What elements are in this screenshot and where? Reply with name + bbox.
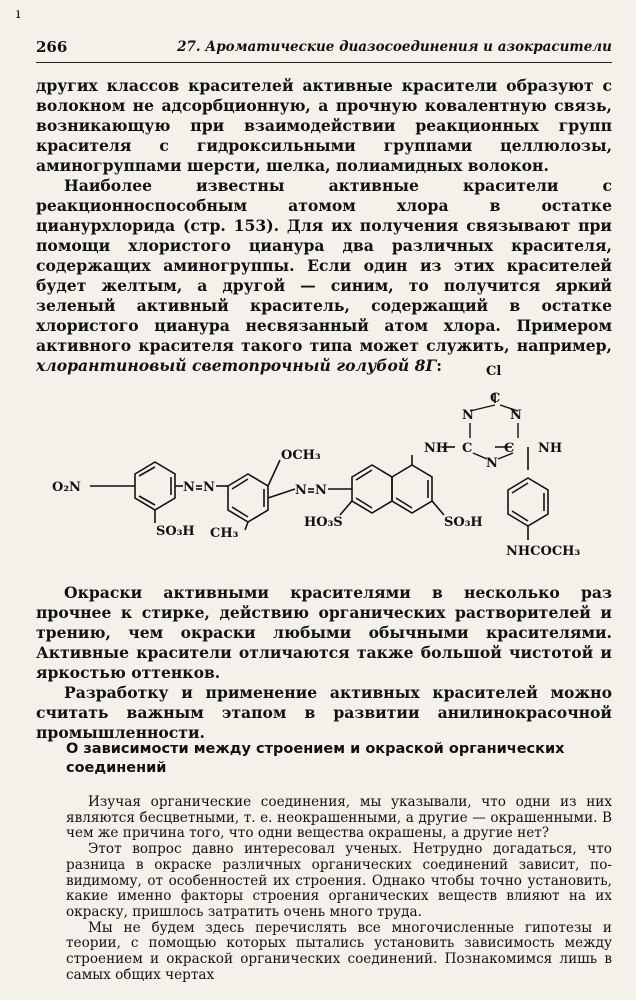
paragraph: других классов красителей активные красители образуют с волокном не адсорбционную, а прочную ковалентную связь, возникающую при взаимодействии реакционных групп красителя с гидроксильными группами целлюлозы, аминогруппами шерсти, шелка, полиамидных волокон. bbox=[36, 76, 612, 175]
benzene-ring-2 bbox=[228, 474, 268, 522]
benzene-ring-1 bbox=[135, 462, 175, 510]
paragraph: Этот вопрос давно интересовал ученых. Нетрудно догадаться, что разница в окраске различных органических соединений зависит, по-видимому, от особенностей их строения. Однако чтобы точно установить, какие именно факторы строения органических веществ влияют на их окраску, пришлось затратить очень много труда. bbox=[66, 841, 612, 920]
label-nh: NH bbox=[538, 441, 563, 456]
paragraph: Мы не будем здесь перечислять все многочисленные гипотезы и теории, с помощью которых пытались установить зависимость между строением и окраской органических соединений. Познакомимся лишь в самых общих чертах bbox=[66, 919, 612, 983]
body-text-top bbox=[36, 76, 612, 376]
page-number: 266 bbox=[36, 38, 68, 56]
label-n: N bbox=[315, 483, 327, 498]
structural-formula bbox=[40, 355, 610, 570]
margin-mark: ı bbox=[16, 6, 21, 22]
dye-name-colon: : bbox=[436, 356, 443, 375]
label-nh: NH bbox=[424, 441, 449, 456]
label-ho3s: HO₃S bbox=[304, 515, 343, 530]
label-och3: OCH₃ bbox=[281, 448, 321, 463]
label-so3h: SO₃H bbox=[444, 515, 483, 530]
label-nhcoch3: NHCOCH₃ bbox=[506, 544, 581, 559]
label-n: N bbox=[183, 480, 195, 495]
paragraph: Разработку и применение активных красителей можно считать важным этапом в развитии анилинокрасочной промышленности. bbox=[36, 683, 612, 742]
label-n: N bbox=[295, 483, 307, 498]
body-text-small bbox=[66, 795, 612, 983]
label-n: N bbox=[203, 480, 215, 495]
section-title: О зависимости между строением и окраской органических соединений bbox=[66, 741, 565, 776]
label-n: N bbox=[462, 408, 474, 423]
paragraph: Окраски активными красителями в несколько раз прочнее к стирке, действию органических растворителей и трению, чем окраски любыми обычными красителями. Активные красители отличаются также большой чистотой и яркостью оттенков. bbox=[36, 583, 612, 682]
label-c: C bbox=[504, 441, 515, 456]
label-c: C bbox=[490, 391, 501, 406]
naphthalene-ring-b bbox=[392, 465, 432, 513]
label-c: C bbox=[462, 441, 473, 456]
label-n: N bbox=[510, 408, 522, 423]
paragraph: Изучая органические соединения, мы указывали, что одни из них являются бесцветными, т. е. неокрашенными, а другие — окрашенными. В чем же причина того, что одни вещества окрашены, а другие нет? bbox=[66, 794, 612, 842]
formula-labels bbox=[52, 364, 580, 559]
running-head: 27. Ароматические диазосоединения и азокрасители bbox=[177, 39, 612, 55]
label-n: N bbox=[486, 456, 498, 471]
dye-name: хлорантиновый светопрочный голубой 8Г bbox=[36, 356, 437, 375]
page-header bbox=[36, 38, 612, 63]
benzene-ring-5 bbox=[508, 478, 548, 526]
label-o2n: O₂N bbox=[52, 480, 81, 495]
paragraph bbox=[36, 176, 612, 376]
naphthalene-ring-a bbox=[352, 465, 392, 513]
label-cl: Cl bbox=[486, 364, 502, 379]
label-ch3: CH₃ bbox=[210, 526, 239, 541]
body-text-middle bbox=[36, 583, 612, 743]
paragraph-text: Наиболее известны активные красители с реакционноспособным атомом хлора в остатке цианурхлорида (стр. 153). Для их получения связывают при помощи хлористого цианура два различных красителя, содержащих аминогруппы. Если один из этих красителей будет желтым, а другой — синим, то получится яркий зеленый активный краситель, содержащий в остатке хлористого цианура несвязанный атом хлора. Примером активного красителя такого типа может служить, например, bbox=[36, 176, 612, 355]
label-so3h: SO₃H bbox=[156, 524, 195, 539]
